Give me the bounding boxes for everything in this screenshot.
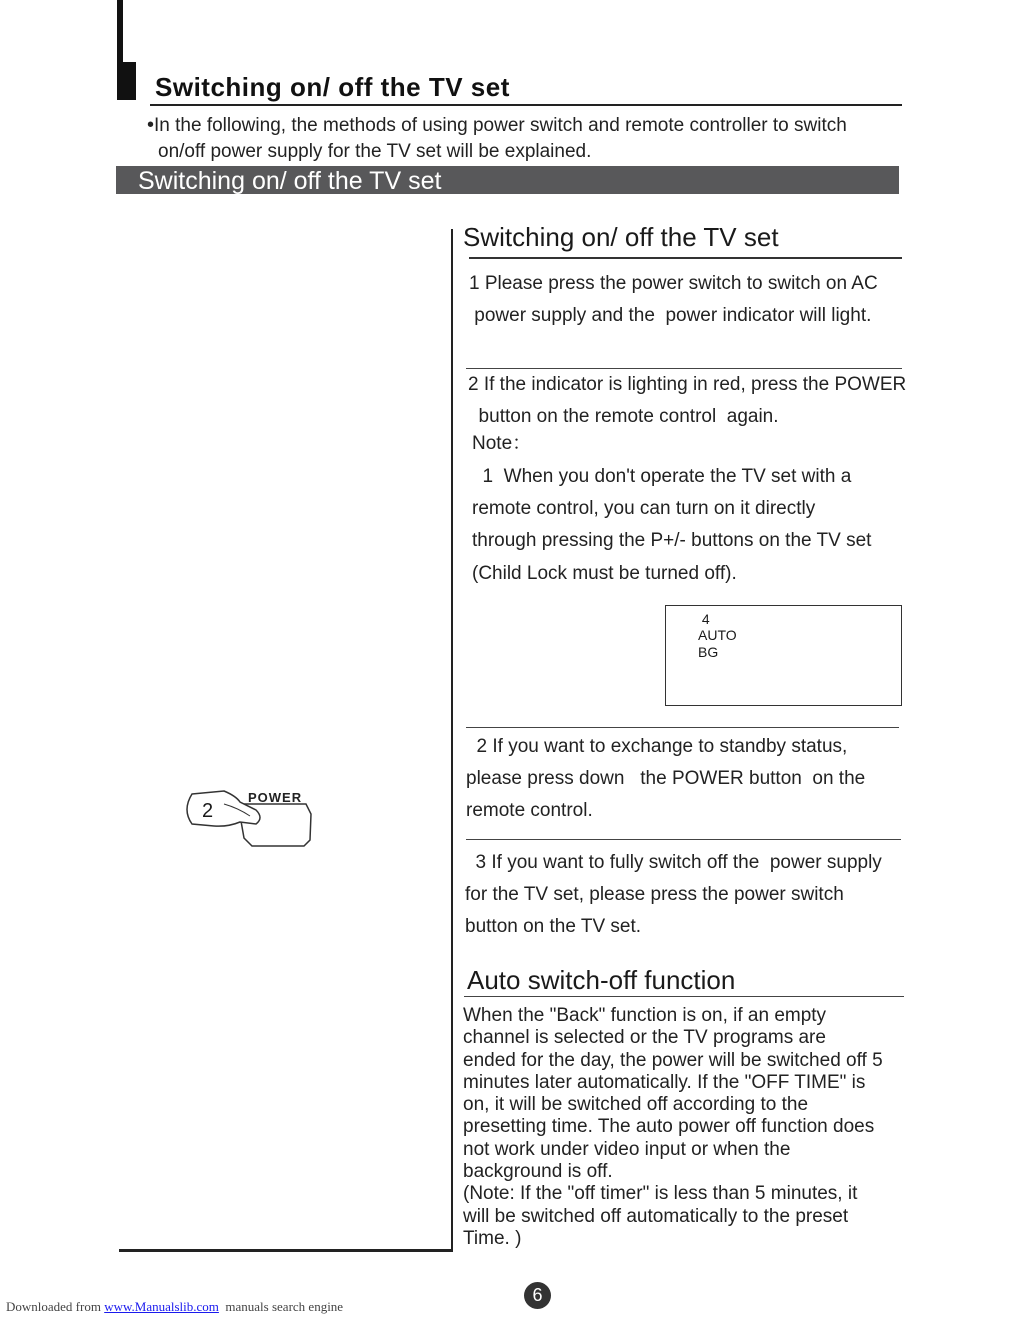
step-2-line-1: 2 If the indicator is lighting in red, press the POWER [468, 374, 907, 395]
manualslib-link[interactable]: www.Manualslib.com [104, 1299, 219, 1314]
header-accent-notch [123, 0, 136, 62]
section-title-on-off: Switching on/ off the TV set [463, 222, 779, 252]
section-rule [464, 996, 904, 997]
power-label: POWER [248, 790, 303, 805]
section-banner [116, 166, 899, 194]
auto-off-line: on, it will be switched off according to the [463, 1094, 809, 1116]
auto-off-line: presetting time. The auto power off function does [463, 1116, 875, 1138]
standby-line-2: please press down the POWER button on the [466, 768, 866, 789]
bullet: • [147, 114, 155, 136]
column-divider [451, 229, 453, 1251]
section-title-auto-off: Auto switch-off function [467, 965, 736, 995]
footer-prefix: Downloaded from [6, 1299, 105, 1314]
switch-off-line-1: 3 If you want to fully switch off the power supply [465, 852, 882, 873]
note-line-2: remote control, you can turn on it directly [472, 498, 816, 519]
screen-system: BG [698, 644, 719, 660]
divider [466, 727, 899, 728]
auto-off-line: not work under video input or when the [463, 1138, 791, 1160]
intro-line-2: on/off power supply for the TV set will be explained. [158, 141, 592, 162]
auto-off-line: will be switched off automatically to the preset [463, 1205, 849, 1227]
standby-line-1: 2 If you want to exchange to standby status, [466, 736, 848, 757]
bottom-rule [119, 1249, 453, 1252]
tv-screen-display [665, 605, 902, 706]
screen-channel: 4 [698, 611, 710, 627]
auto-off-line: channel is selected or the TV programs are [463, 1027, 826, 1049]
footer-suffix: manuals search engine [218, 1299, 344, 1314]
banner-title: Switching on/ off the TV set [138, 167, 442, 194]
auto-off-line: background is off. [463, 1161, 613, 1183]
standby-line-3: remote control. [466, 800, 593, 821]
auto-off-paragraph [463, 1005, 913, 1250]
auto-off-line: When the "Back" function is on, if an empty [463, 1005, 827, 1026]
switch-off-line-3: button on the TV set. [465, 916, 642, 937]
auto-off-line: (Note: If the "off timer" is less than 5 minutes, it [463, 1183, 858, 1205]
switch-off-line-2: for the TV set, please press the power switch [465, 884, 844, 905]
page-title: Switching on/ off the TV set [155, 72, 510, 102]
header-accent-line [117, 0, 123, 100]
note-label: Note： [472, 433, 532, 454]
step-2-line-2: button on the remote control again. [468, 406, 779, 427]
intro-line-1: In the following, the methods of using power switch and remote controller to switch [154, 115, 847, 136]
step-1-line-1: 1 Please press the power switch to switch on AC [469, 273, 878, 294]
divider [466, 839, 901, 840]
step-1-line-2: power supply and the power indicator will light. [469, 305, 872, 326]
download-footer [6, 1299, 343, 1315]
note-line-4: (Child Lock must be turned off). [472, 563, 737, 584]
auto-off-line: Time. ) [463, 1227, 522, 1249]
section-rule [469, 257, 902, 259]
screen-mode: AUTO [698, 627, 737, 643]
title-rule [150, 104, 902, 106]
auto-off-line: minutes later automatically. If the "OFF TIME" is [463, 1071, 866, 1093]
page-number: 6 [524, 1282, 551, 1309]
intro-paragraph [147, 112, 907, 165]
note-line-1: 1 When you don't operate the TV set with a [472, 466, 852, 487]
auto-off-line: ended for the day, the power will be switched off 5 [463, 1049, 883, 1071]
note-line-3: through pressing the P+/- buttons on the TV set [472, 530, 872, 551]
step-number: 2 [202, 800, 214, 822]
